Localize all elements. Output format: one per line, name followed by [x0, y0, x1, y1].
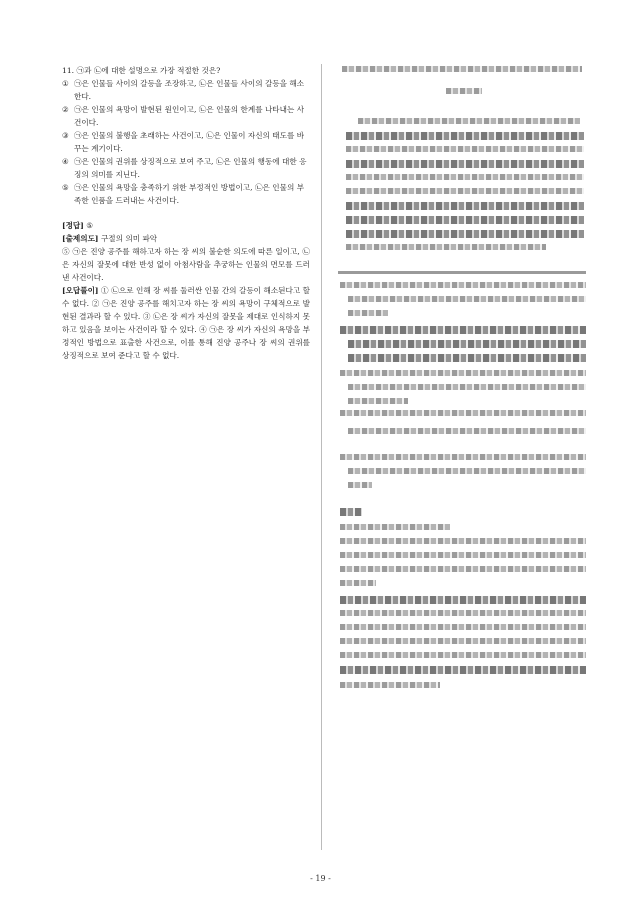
blurred-text: [446, 88, 482, 94]
blurred-text: [346, 230, 584, 238]
blurred-text: [348, 310, 388, 316]
blurred-text: [346, 188, 584, 194]
answer-explanation: ⑤ ㉠은 진양 공주를 해하고자 하는 장 씨의 불순한 의도에 따른 일이고, ㉡은 자신의 잘못에 대한 반성 없이 아첨사람을 추궁하는 인물의 면모를 드러낸 사건이다.: [62, 247, 310, 282]
blurred-text: [348, 384, 586, 390]
wrong-answer-label: [오답풀이]: [62, 286, 99, 295]
blurred-text: [340, 508, 362, 516]
option-text: ㉠은 인물들 사이의 갈등을 조장하고, ㉡은 인물들 사이의 갈등을 해소한다.: [74, 79, 305, 101]
blurred-text: [348, 468, 586, 474]
blurred-text: [346, 202, 584, 210]
page-number: - 19 -: [310, 874, 331, 883]
blurred-text: [346, 146, 584, 152]
blurred-text: [340, 580, 376, 586]
option-number: ②: [62, 105, 69, 114]
wrong-answer-line: [62, 284, 310, 362]
blurred-text: [346, 216, 584, 224]
option-text: ㉠은 인물의 욕망을 충족하기 위한 부정적인 방법이고, ㉡은 인물의 부족한 인품을 드러내는 사건이다.: [74, 183, 305, 205]
blurred-text: [340, 682, 440, 688]
answer-label: [정답]: [62, 221, 84, 230]
option-text: ㉠은 인물의 욕망이 발현된 원인이고, ㉡은 인물의 한계를 나타내는 사건이다.: [74, 105, 305, 127]
answer-value: ⑤: [86, 221, 94, 230]
blurred-text: [348, 340, 586, 348]
blurred-text: [348, 428, 586, 434]
blurred-text: [340, 610, 586, 616]
wrong-answer-text: ① ㉡으로 인해 장 씨를 둘러싼 인물 간의 갈등이 해소된다고 할 수 없다. ② ㉠은 진양 공주를 해치고자 하는 장 씨의 욕망이 구체적으로 발현된 결과라 할 수 있다. ③ ㉡은 장 씨가 자신의 잘못을 제대로 인식하지 못하고 있음을 보이는 사건이라 할 수 있다. ④ ㉠은 장 씨가 자신의 욕망을 부정적인 방법으로 표출한 사건으로, 이를 통해 진양 공주나 장 씨의 권위를 상징적으로 보여 준다고 할 수 없다.: [62, 286, 310, 360]
blurred-text: [340, 596, 586, 604]
blurred-text: [340, 410, 586, 416]
blurred-text: [340, 638, 586, 644]
blurred-text: [340, 326, 586, 334]
blurred-text: [346, 132, 584, 140]
option-4: [62, 155, 310, 181]
blurred-text: [340, 666, 586, 674]
intent-text: 구절의 의미 파악: [100, 234, 158, 243]
option-number: ①: [62, 79, 69, 88]
blurred-text: [340, 370, 586, 376]
option-5: [62, 181, 310, 207]
blurred-text: [346, 160, 584, 168]
blurred-text: [340, 652, 586, 658]
blurred-text: [346, 174, 584, 180]
blurred-text: [348, 354, 586, 362]
column-divider: [321, 64, 322, 850]
blurred-text: [340, 282, 586, 288]
blurred-text: [358, 118, 580, 124]
blurred-text: [348, 482, 372, 488]
intent-label: [출제의도]: [62, 234, 99, 243]
answer-line: [62, 219, 310, 232]
option-number: ④: [62, 157, 69, 166]
option-number: ③: [62, 131, 69, 140]
option-2: [62, 103, 310, 129]
blurred-text: [340, 552, 586, 558]
blurred-text: [346, 244, 546, 250]
blurred-text: [340, 524, 450, 530]
blurred-text: [348, 398, 408, 404]
blurred-text: [342, 66, 582, 72]
blurred-text: [340, 454, 586, 460]
option-3: [62, 129, 310, 155]
blurred-text: [340, 538, 586, 544]
option-1: [62, 77, 310, 103]
section-rule: [338, 271, 586, 274]
blurred-right-column: [338, 0, 588, 907]
blurred-text: [340, 624, 586, 630]
left-column: [62, 64, 310, 362]
intent-line: [62, 232, 310, 245]
option-text: ㉠은 인물의 불행을 초래하는 사건이고, ㉡은 인물이 자신의 태도를 바꾸는 계기이다.: [74, 131, 305, 153]
option-number: ⑤: [62, 183, 69, 192]
option-text: ㉠은 인물의 권위를 상징적으로 보여 주고, ㉡은 인물의 행동에 대한 응징의 의미를 지닌다.: [74, 157, 307, 179]
blurred-text: [340, 566, 586, 572]
blurred-text: [348, 296, 586, 302]
question-title: 11. ㉠과 ㉡에 대한 설명으로 가장 적절한 것은?: [62, 66, 221, 75]
